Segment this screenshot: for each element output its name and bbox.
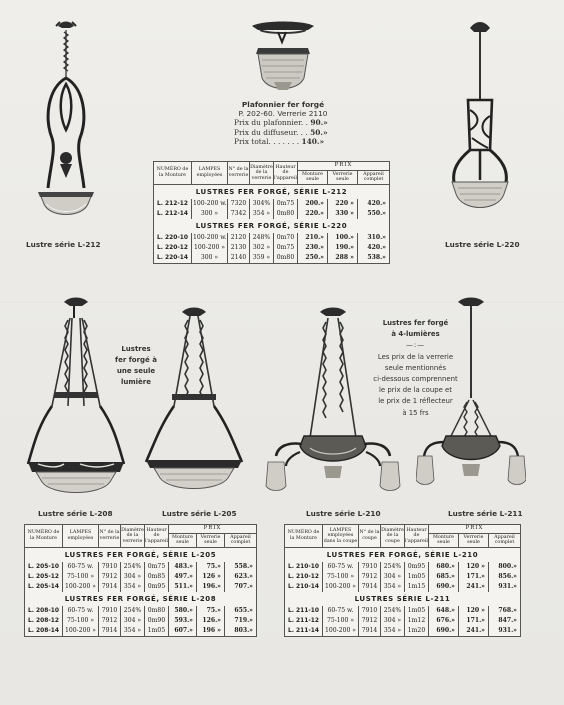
- col-hauteur: Hauteur de l'appareil: [405, 525, 429, 548]
- caption-l211: Lustre série L-211: [448, 509, 523, 518]
- table-cell: 707.»: [225, 582, 257, 592]
- table-row: [285, 626, 521, 637]
- table-cell: L. 208-14: [25, 626, 63, 637]
- caption-l212: Lustre série L-212: [26, 240, 101, 249]
- col-verrerie: Verrerie seule: [197, 533, 225, 547]
- table-cell: 7910: [99, 606, 121, 616]
- lamp-l208-illustration: [24, 296, 128, 506]
- table-cell: 304 »: [381, 616, 405, 626]
- table-cell: 550.»: [358, 209, 390, 219]
- table-cell: 7912: [359, 616, 381, 626]
- table-cell: 420.»: [358, 243, 390, 253]
- table-cell: L. 205-14: [25, 582, 63, 592]
- table-cell: 302 »: [250, 243, 274, 253]
- table-row: [285, 582, 521, 592]
- table-cell: 304 »: [121, 616, 145, 626]
- table-cell: 354 »: [381, 582, 405, 592]
- col-prix: PRIX: [298, 162, 390, 171]
- col-lampes: LAMPES employées: [192, 162, 228, 185]
- table-cell: L. 210-10: [285, 562, 323, 572]
- table-cell: 0m95: [145, 582, 169, 592]
- table-cell: 354 »: [381, 626, 405, 637]
- table-row: [154, 243, 390, 253]
- table-cell: 0m75: [274, 199, 298, 209]
- table-cell: 607.»: [169, 626, 197, 637]
- table-row: [25, 582, 257, 592]
- col-diam: Diamètre de la verrerie: [121, 525, 145, 548]
- table-cell: 803.»: [225, 626, 257, 637]
- table-cell: L. 205-10: [25, 562, 63, 572]
- col-appareil: Appareil complet: [225, 533, 257, 547]
- price-table-right: [284, 524, 521, 637]
- table-row: [25, 606, 257, 616]
- table-cell: 100-200 w.: [193, 199, 227, 207]
- table-row: [25, 572, 257, 582]
- table-cell: 60-75 w.: [63, 606, 99, 616]
- table-row: [285, 572, 521, 582]
- table-row: [25, 562, 257, 572]
- table-cell: 354 »: [121, 626, 145, 637]
- table-cell: 254%: [121, 606, 145, 616]
- table-cell: 685.»: [429, 572, 459, 582]
- table-cell: 1m15: [405, 582, 429, 592]
- table-cell: 100-200 »: [63, 626, 99, 637]
- table-cell: 648.»: [429, 606, 459, 616]
- col-monture: Monture seule: [429, 533, 459, 547]
- table-cell: 497.»: [169, 572, 197, 582]
- caption-l208: Lustre série L-208: [38, 509, 113, 518]
- lamp-l212-illustration: [26, 18, 106, 238]
- lamp-l220-illustration: [440, 20, 520, 240]
- plafonnier-prices: [234, 118, 348, 146]
- table-cell: 354 »: [121, 582, 145, 592]
- col-lampes: LAMPES employées: [63, 525, 99, 548]
- table-cell: 511.»: [169, 582, 197, 592]
- table-cell: 676.»: [429, 616, 459, 626]
- table-cell: 847.»: [489, 616, 521, 626]
- table-section-title: LUSTRES SÉRIE L-211: [285, 592, 521, 606]
- table-cell: 768.»: [489, 606, 521, 616]
- table-section-title: LUSTRES FER FORGÉ, SÉRIE L-205: [25, 547, 257, 562]
- table-cell: 1m05: [405, 606, 429, 616]
- table-cell: 220 »: [328, 199, 358, 209]
- table-cell: 0m80: [274, 253, 298, 264]
- table-cell: 1m05: [405, 572, 429, 582]
- table-section-title: LUSTRES FER FORGÉ, SÉRIE L-220: [154, 219, 390, 233]
- table-cell: 300 »: [192, 209, 228, 219]
- side-note: Lustres fer forgé à une seule lumière: [115, 345, 157, 386]
- col-diam: Diamètre de la coupe: [381, 525, 405, 548]
- table-cell: 0m75: [274, 243, 298, 253]
- table-cell: 7912: [359, 572, 381, 582]
- col-no: N° de la coupe: [359, 525, 381, 548]
- table-cell: 7914: [99, 626, 121, 637]
- table-cell: L. 212-14: [154, 209, 192, 219]
- table-cell: 7910: [359, 606, 381, 616]
- col-hauteur: Hauteur de l'appareil: [145, 525, 169, 548]
- table-cell: L. 210-12: [285, 572, 323, 582]
- table-cell: 483.»: [169, 562, 197, 572]
- table-cell: L. 211-14: [285, 626, 323, 637]
- table-cell: 2130: [228, 243, 250, 253]
- lamp-l211-illustration: [416, 296, 526, 506]
- table-cell: 254%: [381, 606, 405, 616]
- table-cell: 100-200 w.: [193, 233, 227, 241]
- table-body: [285, 547, 521, 636]
- plafonnier-ref: P. 202-60. Verrerie 2110: [238, 109, 328, 119]
- table-cell: 800.»: [489, 562, 521, 572]
- table-cell: 171.»: [459, 616, 489, 626]
- table-cell: 623.»: [225, 572, 257, 582]
- table-cell: 359 »: [250, 253, 274, 264]
- table-cell: 719.»: [225, 616, 257, 626]
- table-cell: 310.»: [358, 233, 390, 243]
- table-section-row: [154, 184, 390, 199]
- table-cell: L. 208-12: [25, 616, 63, 626]
- table-cell: 196.»: [197, 582, 225, 592]
- table-cell: 75.»: [197, 562, 225, 572]
- table-cell: 126.»: [197, 616, 225, 626]
- table-cell: 856.»: [489, 572, 521, 582]
- table-cell: L. 211-12: [285, 616, 323, 626]
- plafonnier-info: [218, 100, 348, 146]
- table-section-row: [285, 592, 521, 606]
- table-cell: 100.»: [328, 233, 358, 243]
- table-row: [25, 616, 257, 626]
- table-cell: 210.»: [298, 233, 328, 243]
- plafonnier-price-row: Prix du diffuseur. . . 50.»: [234, 127, 328, 137]
- table-cell: 171.»: [459, 572, 489, 582]
- table-section-row: [25, 547, 257, 562]
- table-cell: 126 »: [197, 572, 225, 582]
- table-cell: 7912: [99, 572, 121, 582]
- col-monture: Monture seule: [298, 170, 328, 184]
- table-cell: 120 »: [459, 606, 489, 616]
- table-section-title: LUSTRES FER FORGÉ, SÉRIE L-210: [285, 547, 521, 562]
- table-cell: 7914: [359, 626, 381, 637]
- table-body: [25, 547, 257, 636]
- table-cell: 0m80: [274, 209, 298, 219]
- table-cell: 75-100 »: [323, 616, 359, 626]
- table-cell: 100-200 »: [323, 582, 359, 592]
- table-cell: L. 220-14: [154, 253, 192, 264]
- table-cell: 300 »: [192, 253, 228, 264]
- table-section-title: LUSTRES FER FORGÉ, SÉRIE L-208: [25, 592, 257, 606]
- table-cell: 304%: [250, 199, 274, 209]
- col-lampes: LAMPES employées dans la coupe: [323, 525, 359, 548]
- table-cell: 304 »: [121, 572, 145, 582]
- col-verrerie: Verrerie seule: [459, 533, 489, 547]
- table-cell: L. 220-12: [154, 243, 192, 253]
- table-row: [154, 209, 390, 219]
- table-cell: 254%: [121, 562, 145, 572]
- col-appareil: Appareil complet: [489, 533, 521, 547]
- table-cell: 220.»: [298, 209, 328, 219]
- table-section-row: [25, 592, 257, 606]
- table-cell: 304 »: [381, 572, 405, 582]
- plafonnier-title: Plafonnier fer forgé: [241, 100, 325, 109]
- table-cell: 680.»: [429, 562, 459, 572]
- table-cell: 120 »: [459, 562, 489, 572]
- col-numero: NUMÉRO de la Monture: [154, 162, 192, 185]
- col-prix: PRIX: [169, 525, 257, 534]
- table-cell: 100-200 »: [63, 582, 99, 592]
- table-cell: 690.»: [429, 582, 459, 592]
- price-table-top: [153, 161, 390, 264]
- table-cell: 0m85: [145, 572, 169, 582]
- caption-l220: Lustre série L-220: [445, 240, 520, 249]
- table-cell: 354 »: [250, 209, 274, 219]
- table-cell: L. 211-10: [285, 606, 323, 616]
- table-cell: 1m05: [145, 626, 169, 637]
- table-cell: 7910: [359, 562, 381, 572]
- table-cell: 75-100 »: [63, 572, 99, 582]
- table-cell: 7342: [228, 209, 250, 219]
- caption-l210: Lustre série L-210: [306, 509, 381, 518]
- caption-l205: Lustre série L-205: [162, 509, 237, 518]
- plafonnier-price-row: Prix du plafonnier. . 90.»: [234, 118, 328, 128]
- table-cell: 196 »: [197, 626, 225, 637]
- table-cell: L. 208-10: [25, 606, 63, 616]
- table-cell: 931.»: [489, 582, 521, 592]
- table-section-row: [285, 547, 521, 562]
- table-cell: 7914: [99, 582, 121, 592]
- table-cell: 7320: [228, 199, 250, 209]
- col-monture: Monture seule: [169, 533, 197, 547]
- table-cell: 254%: [381, 562, 405, 572]
- table-cell: 100-200 »: [323, 626, 359, 637]
- table-cell: L. 205-12: [25, 572, 63, 582]
- plafonnier-illustration: [238, 20, 328, 98]
- table-cell: 2120: [228, 233, 250, 243]
- table-cell: 0m80: [145, 606, 169, 616]
- col-numero: NUMÉRO de la Monture: [25, 525, 63, 548]
- col-diam: Diamètre de la verrerie: [250, 162, 274, 185]
- col-numero: NUMÉRO de la Monture: [285, 525, 323, 548]
- table-cell: 60-75 w.: [323, 606, 359, 616]
- table-row: [25, 626, 257, 637]
- plafonnier-price-row: Prix total. . . . . . . 140.»: [234, 136, 325, 146]
- table-cell: 100-200 »: [192, 243, 228, 253]
- table-cell: 0m70: [274, 233, 298, 243]
- col-no: N° de la verrerie: [99, 525, 121, 548]
- table-cell: 420.»: [358, 199, 390, 209]
- table-cell: 558.»: [225, 562, 257, 572]
- table-cell: 190.»: [328, 243, 358, 253]
- col-appareil: Appareil complet: [358, 170, 390, 184]
- table-cell: 75-100 »: [63, 616, 99, 626]
- table-cell: 1m12: [405, 616, 429, 626]
- table-cell: 60-75 w.: [63, 562, 99, 572]
- table-cell: 655.»: [225, 606, 257, 616]
- price-table-left: [24, 524, 257, 637]
- table-cell: L. 220-10: [154, 233, 192, 243]
- table-cell: 330 »: [328, 209, 358, 219]
- table-cell: 2140: [228, 253, 250, 264]
- table-cell: 7910: [99, 562, 121, 572]
- lamp-l205-illustration: [142, 306, 246, 506]
- table-cell: 248%: [250, 233, 274, 243]
- table-body: [154, 184, 390, 263]
- table-row: [154, 233, 390, 243]
- table-cell: 7912: [99, 616, 121, 626]
- col-hauteur: Hauteur de l'appareil: [274, 162, 298, 185]
- table-cell: 60-75 w.: [323, 562, 359, 572]
- table-cell: 931.»: [489, 626, 521, 637]
- table-row: [285, 606, 521, 616]
- table-row: [285, 616, 521, 626]
- table-section-row: [154, 219, 390, 233]
- table-row: [285, 562, 521, 572]
- table-cell: 250.»: [298, 253, 328, 264]
- table-cell: 580.»: [169, 606, 197, 616]
- col-no: N° de la verrerie: [228, 162, 250, 185]
- info-note: Lustres fer forgé à 4-lumières —:— Les prix de la verrerie seule mentionnés ci-dessous comprennent le prix de la coupe et le prix de 1 réflecteur à 15 frs: [373, 319, 458, 417]
- col-verrerie: Verrerie seule: [328, 170, 358, 184]
- table-cell: 241.»: [459, 626, 489, 637]
- table-row: [154, 253, 390, 264]
- table-cell: 7914: [359, 582, 381, 592]
- table-cell: 0m90: [145, 616, 169, 626]
- table-cell: L. 210-14: [285, 582, 323, 592]
- table-cell: 593.»: [169, 616, 197, 626]
- table-cell: 538.»: [358, 253, 390, 264]
- table-cell: 75-100 »: [323, 572, 359, 582]
- col-prix: PRIX: [429, 525, 521, 534]
- table-cell: 288 »: [328, 253, 358, 264]
- table-cell: 0m75: [145, 562, 169, 572]
- table-section-title: LUSTRES FER FORGÉ, SÉRIE L-212: [154, 184, 390, 199]
- table-cell: L. 212-12: [154, 199, 192, 209]
- table-cell: 230.»: [298, 243, 328, 253]
- table-cell: 75.»: [197, 606, 225, 616]
- table-cell: 690.»: [429, 626, 459, 637]
- table-cell: 241.»: [459, 582, 489, 592]
- table-cell: 0m95: [405, 562, 429, 572]
- table-cell: 1m20: [405, 626, 429, 637]
- table-row: [154, 199, 390, 209]
- table-cell: 200.»: [298, 199, 328, 209]
